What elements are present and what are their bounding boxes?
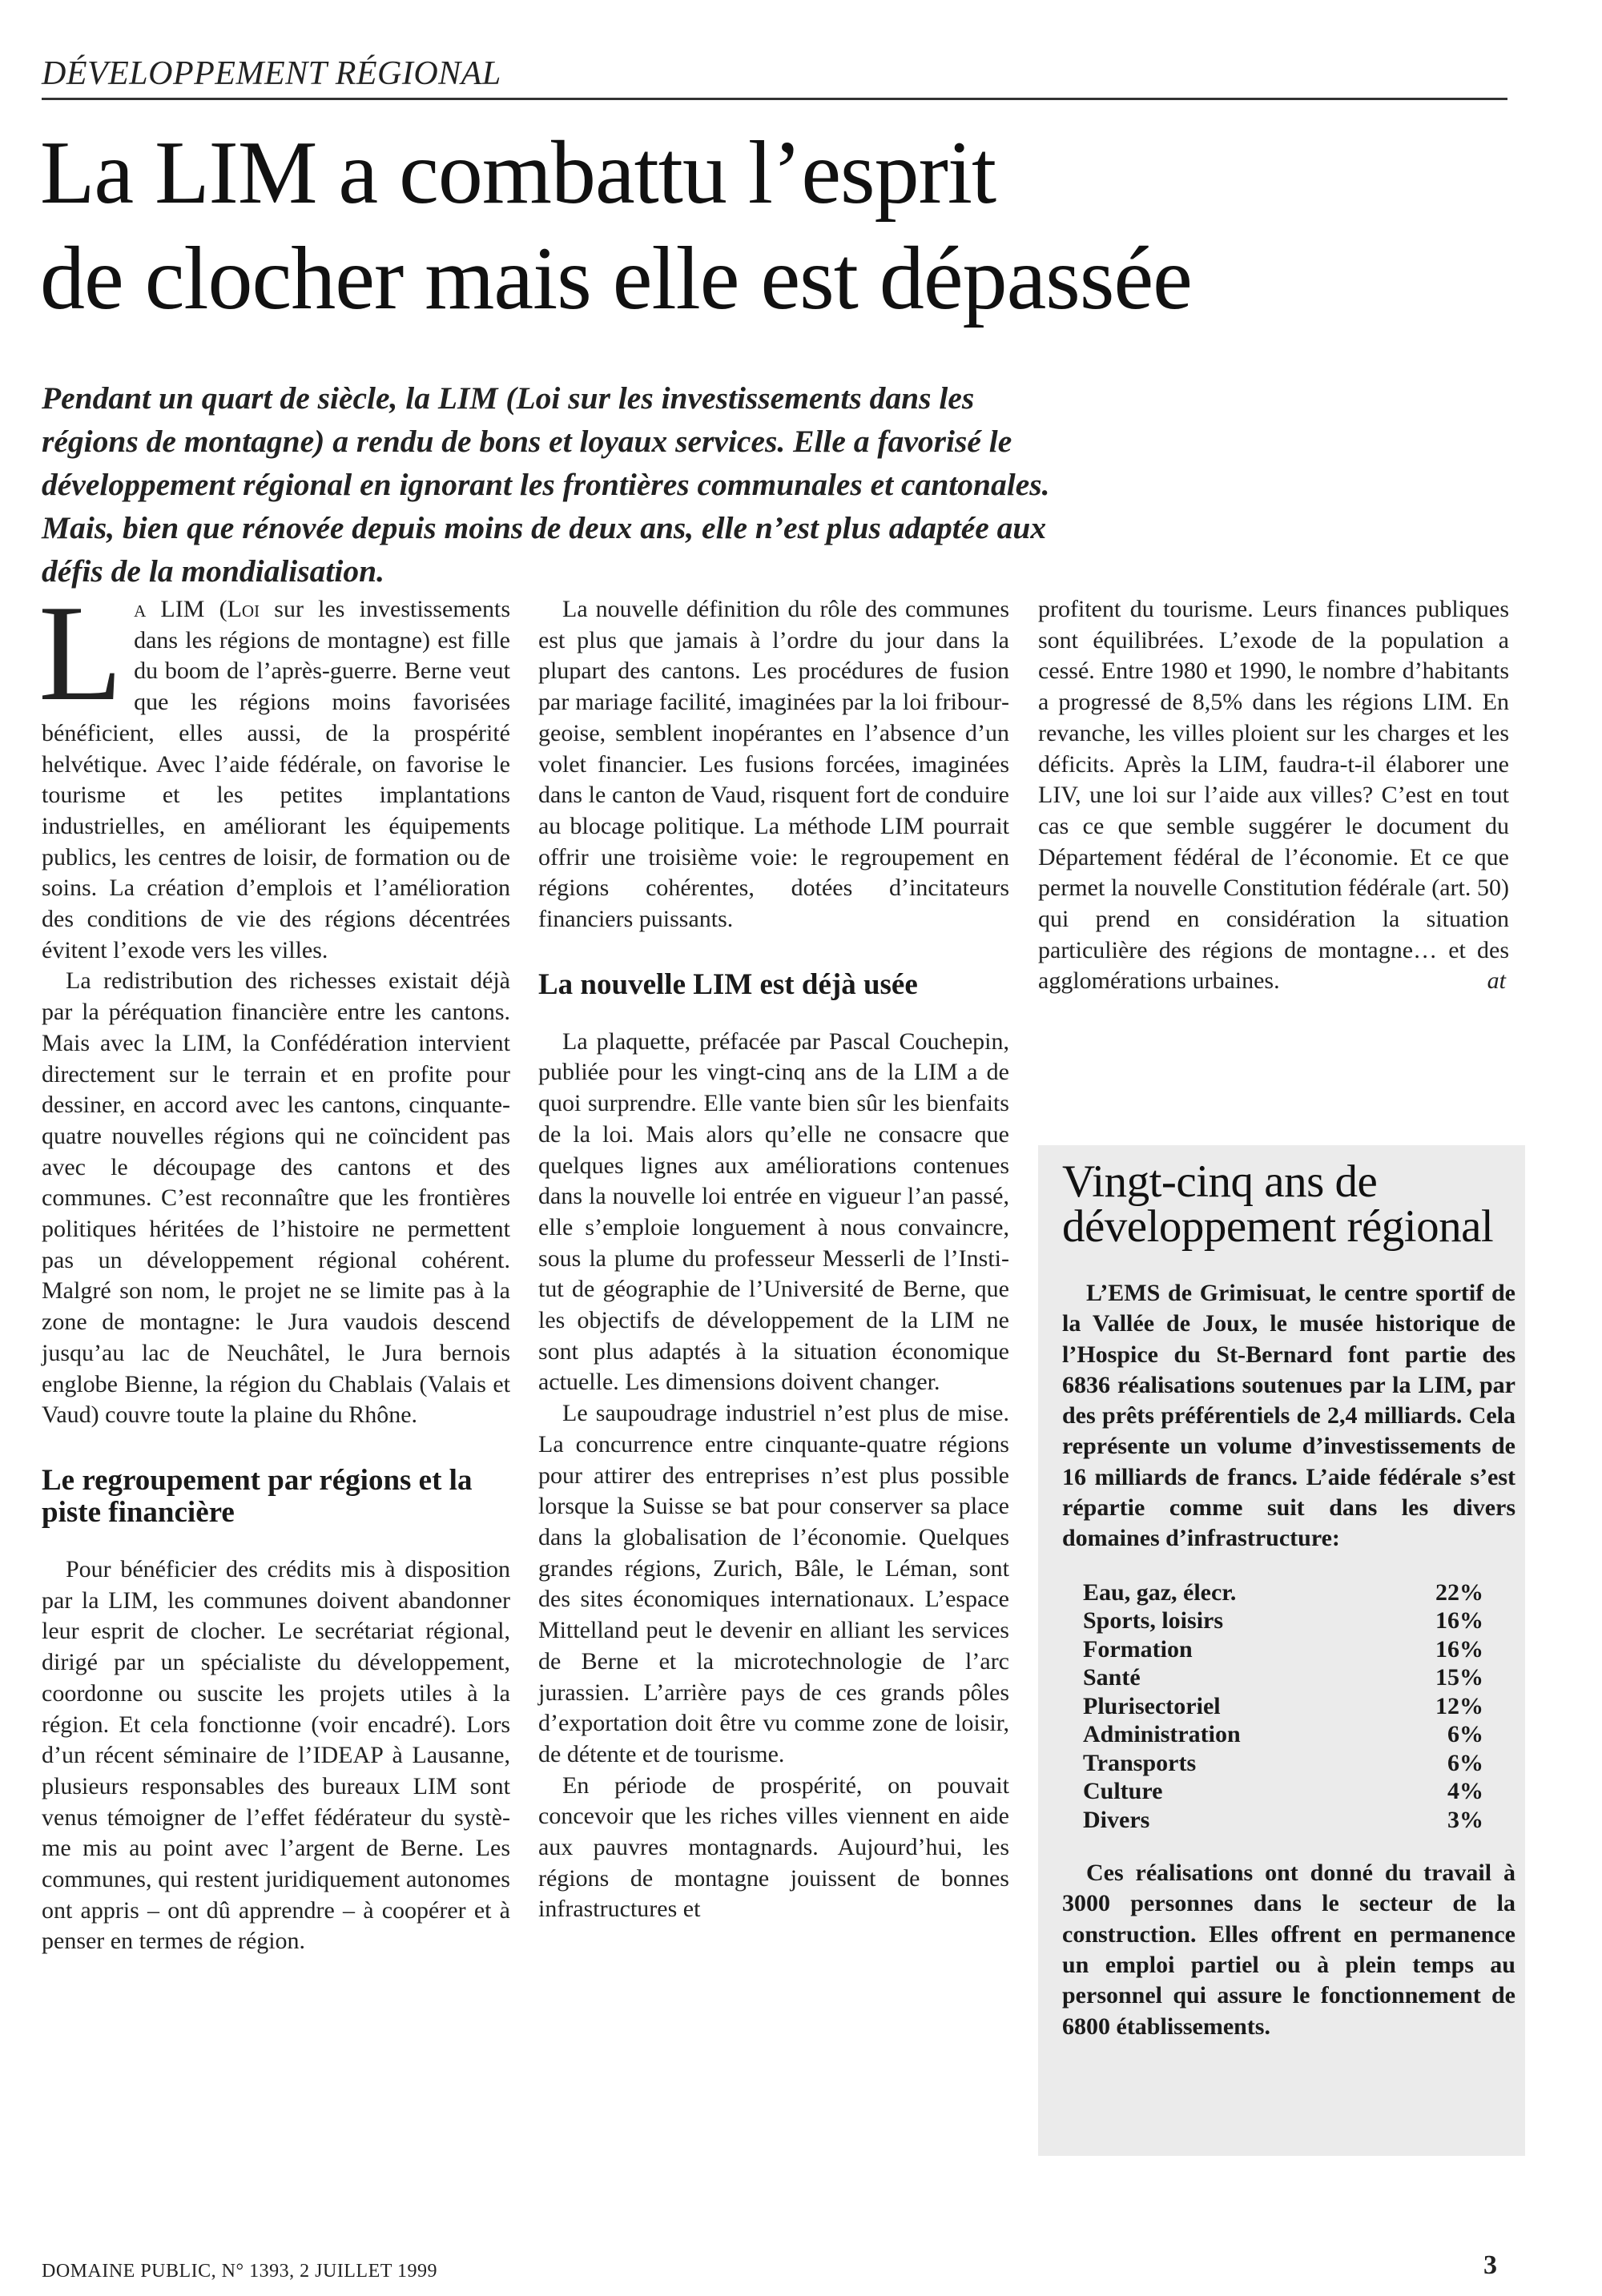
row-percentage: 16% <box>1435 1635 1483 1663</box>
article-paragraph: La plaquette, préfacée par Pascal Couchepin, publiée pour les vingt-cinq ans de la LIM a de quoi surprendre. Elle vante bien sûr les bienfaits de la loi. Mais alors qu’elle ne consacre que quelques lignes aux améliorations contenues dans la nouvelle loi entrée en vigueur l’an passé, elle s’emploie longuement à nous convaincre, sous la plume du professeur Messerli de l’Institut de géographie de l’Université de Berne, que les objectifs de développement de la LIM ne sont plus adaptés à la situation économique actuelle. Les dimensions doivent changer. <box>538 1027 1009 1396</box>
standfirst-line: Pendant un quart de siècle, la LIM (Loi sur les investissements dans les <box>42 380 975 416</box>
article-column-3 <box>1038 594 1509 997</box>
table-row <box>1083 1692 1483 1721</box>
table-row <box>1083 1635 1483 1664</box>
headline-line-1: La LIM a combattu l’esprit <box>40 123 996 223</box>
article-paragraph: La nouvelle définition du rôle des communes est plus que jamais à l’ordre du jour dans la plupart des cantons. Les procédures de fusion par mariage facilité, imaginées par la loi fribourgeoise, semblent inopérantes en l’absence d’un volet financier. Les fusions forcées, imaginées dans le canton de Vaud, risquent fort de conduire au blocage politique. La méthode LIM pourrait offrir une troisième voie: le regroupement en régions cohérentes, dotées d’incitateurs financiers puissants. <box>538 596 1009 933</box>
headline <box>40 120 1514 332</box>
row-label: Culture <box>1083 1778 1163 1805</box>
article-paragraph: Pour bénéficier des crédits mis à disposition par la LIM, les communes doivent abandonner leur esprit de clocher. Le secrétariat régional, dirigé par un spécialiste du développement, coordonne ou suscite les projets utiles à la région. Et cela fonctionne (voir encadré). Lors d’un récent séminaire de l’IDEAP à Lausanne, plusieurs responsables des bureaux LIM sont venus témoigner de l’effet fédérateur du système mis au point avec l’argent de Berne. Les communes, qui restent juridiquement autonomes ont appris – ont dû apprendre – à coopérer et à penser en termes de région. <box>42 1555 510 1955</box>
standfirst-line: Mais, bien que rénovée depuis moins de deux ans, elle n’est plus adaptée aux <box>42 510 1047 545</box>
row-label: Formation <box>1083 1635 1193 1663</box>
box-outro: Ces réalisations ont donné du travail à 3000 personnes dans le secteur de la construction. Elles offrent en permanence un emploi partiel ou à plein temps au personnel qui assure le fonctionnement de 6800 établissements. <box>1062 1860 1515 2040</box>
row-percentage: 3% <box>1447 1806 1483 1833</box>
row-percentage: 12% <box>1435 1692 1483 1719</box>
table-row <box>1083 1663 1483 1692</box>
lead-smallcaps: a LIM (Loi <box>134 596 260 622</box>
standfirst <box>42 376 1307 593</box>
subheading: La nouvelle LIM est déjà usée <box>538 967 918 1001</box>
row-label: Transports <box>1083 1749 1197 1776</box>
row-label: Administration <box>1083 1721 1241 1748</box>
box-title: Vingt-cinq ans de développement régional <box>1062 1156 1494 1252</box>
article-paragraph: profitent du tourisme. Leurs finances publiques sont équilibrées. L’exode de la population a cessé. Entre 1980 et 1990, le nombre d’habitants a progressé de 8,5% dans les régions LIM. En revanche, les villes ploient sur les charges et les déficits. Après la LIM, faudra-t-il élaborer une LIV, une loi sur l’aide aux villes? C’est en tout cas ce que semble suggérer le document du Département fédéral de l’économie. Et ce que permet la nouvelle Constitution fédérale (art. 50) qui prend en considération la situation particulière des régions de montagne… et des agglomérations urbaines. <box>1038 596 1509 995</box>
row-percentage: 22% <box>1435 1578 1483 1606</box>
section-rubric: DÉVELOPPEMENT RÉGIONAL <box>42 54 1507 100</box>
row-label: Divers <box>1083 1806 1150 1833</box>
standfirst-line: défis de la mondialisation. <box>42 553 384 589</box>
article-column-1 <box>38 577 511 1957</box>
table-row <box>1083 1777 1483 1806</box>
row-percentage: 4% <box>1447 1778 1483 1805</box>
subheading: Le regroupement par régions et la piste financière <box>42 1463 473 1529</box>
sidebar-box <box>1038 1145 1525 2156</box>
standfirst-line: développement régional en ignorant les frontières communales et cantonales. <box>42 467 1050 502</box>
standfirst-line: régions de montagne) a rendu de bons et loyaux services. Elle a favorisé le <box>42 424 1012 459</box>
page-number: 3 <box>1483 2250 1497 2280</box>
drop-cap: L <box>38 577 123 730</box>
funding-table <box>1083 1578 1483 1835</box>
article-paragraph: Le saupoudrage industriel n’est plus de mise. La concurrence entre cinquante-quatre régions pour attirer des entreprises n’est plus possible lorsque la Suisse se bat pour conserver sa place dans la globalisation de l’économie. Quelques grandes régions, Zurich, Bâle, le Léman, sont des sites économiques internationaux. L’espace Mittelland peut le devenir en alliant les services de Berne et la microtechnologie de l’arc jurassien. L’arrière pays de ces grands pôles d’exportation doit être vu comme zone de loisir, de détente et de tourisme. <box>538 1400 1009 1767</box>
table-row <box>1083 1578 1483 1607</box>
headline-line-2: de clocher mais elle est dépassée <box>40 229 1192 328</box>
row-label: Sports, loisirs <box>1083 1607 1224 1635</box>
table-row <box>1083 1806 1483 1835</box>
table-row <box>1083 1720 1483 1749</box>
row-percentage: 16% <box>1435 1607 1483 1635</box>
row-label: Plurisectoriel <box>1083 1692 1221 1719</box>
article-paragraph: En période de prospérité, on pouvait concevoir que les riches villes viennent en aide aux pauvres montagnards. Aujourd’hui, les régions de montagne jouissent de bonnes infrastructures et <box>538 1771 1009 1923</box>
row-percentage: 15% <box>1435 1664 1483 1691</box>
author-signature: at <box>1487 967 1506 995</box>
article-paragraph: La redistribution des richesses existait déjà par la péréquation financière entre les cantons. Mais avec la LIM, la Confédération intervient directement sur le terrain et en profite pour dessiner, en accord avec les cantons, cinquante-quatre nouvelles régions qui ne coïncident pas avec le découpage des cantons et des communes. C’est reconnaître que les frontières politiques héritées de l’histoire ne permettent pas un développement régional cohérent. Malgré son nom, le projet ne se limite pas à la zone de montagne: le Jura vaudois descend jusqu’au lac de Neuchâtel, le Jura bernois englobe Bienne, la région du Chablais (Valais et Vaud) couvre toute la plaine du Rhône. <box>42 967 510 1429</box>
table-row <box>1083 1749 1483 1778</box>
row-percentage: 6% <box>1447 1749 1483 1776</box>
article-paragraph <box>38 577 511 966</box>
row-label: Santé <box>1083 1664 1141 1691</box>
box-intro: L’EMS de Grimisuat, le centre sportif de la Vallée de Joux, le musée historique de l’Hospice du St-Bernard font partie des 6836 réalisations soutenues par la LIM, par des prêts préférentiels de 2,4 milliards. Cela représente un volume d’investissements de 16 milliards de francs. L’aide fédérale s’est répartie comme suit dans les divers domaines d’infrastructure: <box>1062 1280 1515 1552</box>
table-row <box>1083 1606 1483 1635</box>
row-label: Eau, gaz, élecr. <box>1083 1578 1237 1606</box>
article-column-2 <box>538 594 1009 1925</box>
paragraph-text: sur les investissements dans les régions de montagne) est fille du boom de l’après-guerre. Berne veut que les régions moins favorisées bénéficient, elles aussi, de la prospérité helvétique. Avec l’aide fédérale, on favorise le tourisme et les petites implantations industrielles, en améliorant les équipements publics, les centres de loisir, de formation ou de soins. La création d’emplois et l’amélioration des conditions de vie des régions décentrées évitent l’exode vers les villes. <box>42 596 511 963</box>
row-percentage: 6% <box>1447 1721 1483 1748</box>
footer-issue-line: DOMAINE PUBLIC, N° 1393, 2 JUILLET 1999 <box>42 2261 437 2282</box>
